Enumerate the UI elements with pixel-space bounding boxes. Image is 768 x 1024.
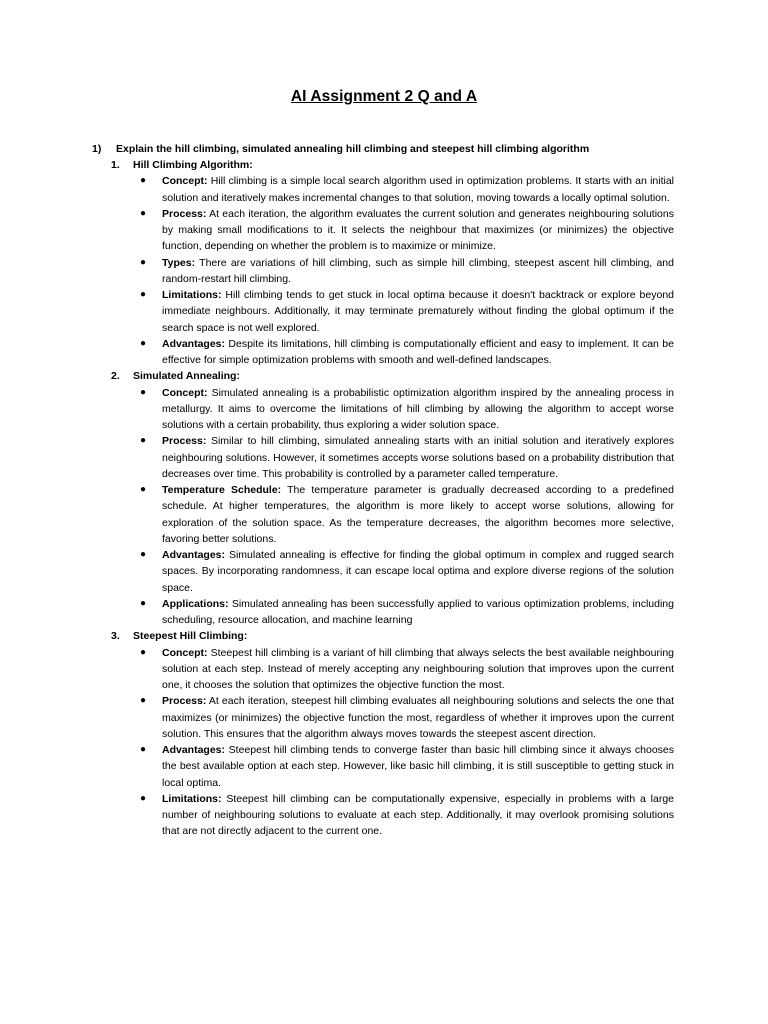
bullet-text: Similar to hill climbing, simulated annealing starts with an initial solution and iteratively explores neighbouring solutions. However, it sometimes accepts worse solutions based on a probability distribution that decreases over time. This probability is controlled by a parameter called temperature. <box>162 435 674 480</box>
bullet-text: The temperature parameter is gradually decreased according to a predefined schedule. At higher temperatures, the algorithm is more likely to accept worse solutions, allowing for exploration of the solution space. As the temperature decreases, the algorithm becomes more selective, favoring better solutions. <box>162 484 674 545</box>
bullet-label: Process: <box>162 207 207 220</box>
page-title: AI Assignment 2 Q and A <box>290 88 478 105</box>
section-heading <box>0 157 768 173</box>
bullet-icon: ● <box>140 792 147 804</box>
bullet-label: Advantages: <box>162 549 226 561</box>
bullet-text: Simulated annealing is effective for finding the global optimum in complex and rugged search spaces. By incorporating randomness, it can escape local optima and explore diverse regions of the solution space. <box>162 549 674 594</box>
bullet-icon: ● <box>140 175 147 187</box>
bullet-label: Concept: <box>162 646 208 659</box>
bullet-item <box>140 206 674 255</box>
section-number: 1. <box>111 159 120 171</box>
bullet-text: At each iteration, the algorithm evaluates the current solution and generates neighbouring solutions by making small modifications to it. It selects the neighbour that maximizes (or minimizes) the objective function, depending on whether the problem is to maximize or minimize. <box>162 207 674 253</box>
section-steepest-hill-climbing <box>0 628 768 839</box>
bullet-list <box>0 385 768 629</box>
section-title: Steepest Hill Climbing: <box>133 630 248 643</box>
bullet-icon: ● <box>140 256 147 268</box>
bullet-icon: ● <box>140 744 147 755</box>
section-title: Simulated Annealing: <box>133 370 240 383</box>
bullet-item <box>140 255 674 288</box>
bullet-item <box>140 645 674 694</box>
bullet-label: Types: <box>162 256 196 269</box>
bullet-item <box>140 173 674 206</box>
bullet-icon: ● <box>140 646 147 658</box>
bullet-text: Hill climbing tends to get stuck in local optima because it doesn't backtrack or explore beyond immediate neighbours. Additionally, it may terminate prematurely without finding the global optimum if the search space is not well explored. <box>162 289 674 334</box>
bullet-item <box>140 596 674 629</box>
section-simulated-annealing <box>0 368 768 628</box>
bullet-item <box>140 791 674 840</box>
bullet-label: Temperature Schedule: <box>162 484 282 496</box>
bullet-label: Applications: <box>162 597 229 610</box>
bullet-icon: ● <box>140 484 147 495</box>
bullet-icon: ● <box>140 597 147 609</box>
bullet-icon: ● <box>140 435 147 447</box>
bullet-icon: ● <box>140 386 147 398</box>
bullet-item <box>140 482 674 547</box>
bullet-text: At each iteration, steepest hill climbing evaluates all neighbouring solutions and selects the one that maximizes (or minimizes) the objective function the most, regardless of whether it improves upon the current solution. This ensures that the algorithm always moves towards the steepest ascent direction. <box>162 695 674 740</box>
bullet-text: Despite its limitations, hill climbing is computationally efficient and easy to implement. It can be effective for simple optimization problems with smooth and well-defined landscapes. <box>162 337 674 366</box>
question-text: Explain the hill climbing, simulated annealing hill climbing and steepest hill climbing algorithm <box>116 143 590 155</box>
bullet-text: Hill climbing is a simple local search algorithm used in optimization problems. It starts with an initial solution and iteratively makes incremental changes to that solution, moving towards a locally optimal solution. <box>162 175 674 204</box>
bullet-label: Process: <box>162 695 207 708</box>
bullet-item <box>140 385 674 434</box>
bullet-label: Process: <box>162 435 207 448</box>
section-heading <box>0 628 768 644</box>
section-heading <box>0 368 768 384</box>
section-number: 2. <box>111 370 120 383</box>
question-heading <box>92 143 692 156</box>
bullet-label: Advantages: <box>162 337 226 350</box>
bullet-icon: ● <box>140 289 147 300</box>
section-title: Hill Climbing Algorithm: <box>133 159 253 171</box>
bullet-text: Steepest hill climbing is a variant of hill climbing that always selects the best available neighbouring solution at each step. Instead of merely accepting any neighbouring solution that improves upon the current one, it chooses the solution that optimizes the objective function the most. <box>162 646 674 691</box>
bullet-item <box>140 693 674 742</box>
bullet-item <box>140 742 674 791</box>
bullet-label: Advantages: <box>162 744 226 756</box>
bullet-text: Simulated annealing is a probabilistic optimization algorithm inspired by the annealing process in metallurgy. It aims to overcome the limitations of hill climbing by allowing the algorithm to accept worse solutions with a certain probability, thus exploring a wider solution space. <box>162 386 674 431</box>
section-number: 3. <box>111 630 120 643</box>
section-hill-climbing <box>0 157 768 368</box>
bullet-list <box>0 645 768 840</box>
bullet-icon: ● <box>140 337 147 349</box>
bullet-text: Steepest hill climbing can be computationally expensive, especially in problems with a large number of neighbouring solutions to evaluate at each step. Additionally, it may overlook promising solutions that are not directly adjacent to the current one. <box>162 792 674 838</box>
bullet-list <box>0 173 768 368</box>
bullet-item <box>140 433 674 482</box>
bullet-icon: ● <box>140 695 147 707</box>
bullet-item <box>140 547 674 596</box>
bullet-label: Limitations: <box>162 792 222 805</box>
bullet-item <box>140 336 674 369</box>
bullet-label: Limitations: <box>162 289 222 301</box>
answer-sections <box>0 157 768 840</box>
bullet-text: Steepest hill climbing tends to converge faster than basic hill climbing since it always chooses the best available option at each step. However, like basic hill climbing, it is still susceptible to getting stuck in local optima. <box>162 744 674 789</box>
bullet-text: Simulated annealing has been successfully applied to various optimization problems, including scheduling, resource allocation, and machine learning <box>162 597 674 626</box>
bullet-label: Concept: <box>162 386 208 399</box>
bullet-label: Concept: <box>162 175 208 188</box>
bullet-item <box>140 287 674 336</box>
bullet-icon: ● <box>140 207 147 219</box>
bullet-text: There are variations of hill climbing, such as simple hill climbing, steepest ascent hill climbing, and random-restart hill climbing. <box>162 256 674 285</box>
bullet-icon: ● <box>140 549 147 560</box>
question-number: 1) <box>92 143 102 155</box>
